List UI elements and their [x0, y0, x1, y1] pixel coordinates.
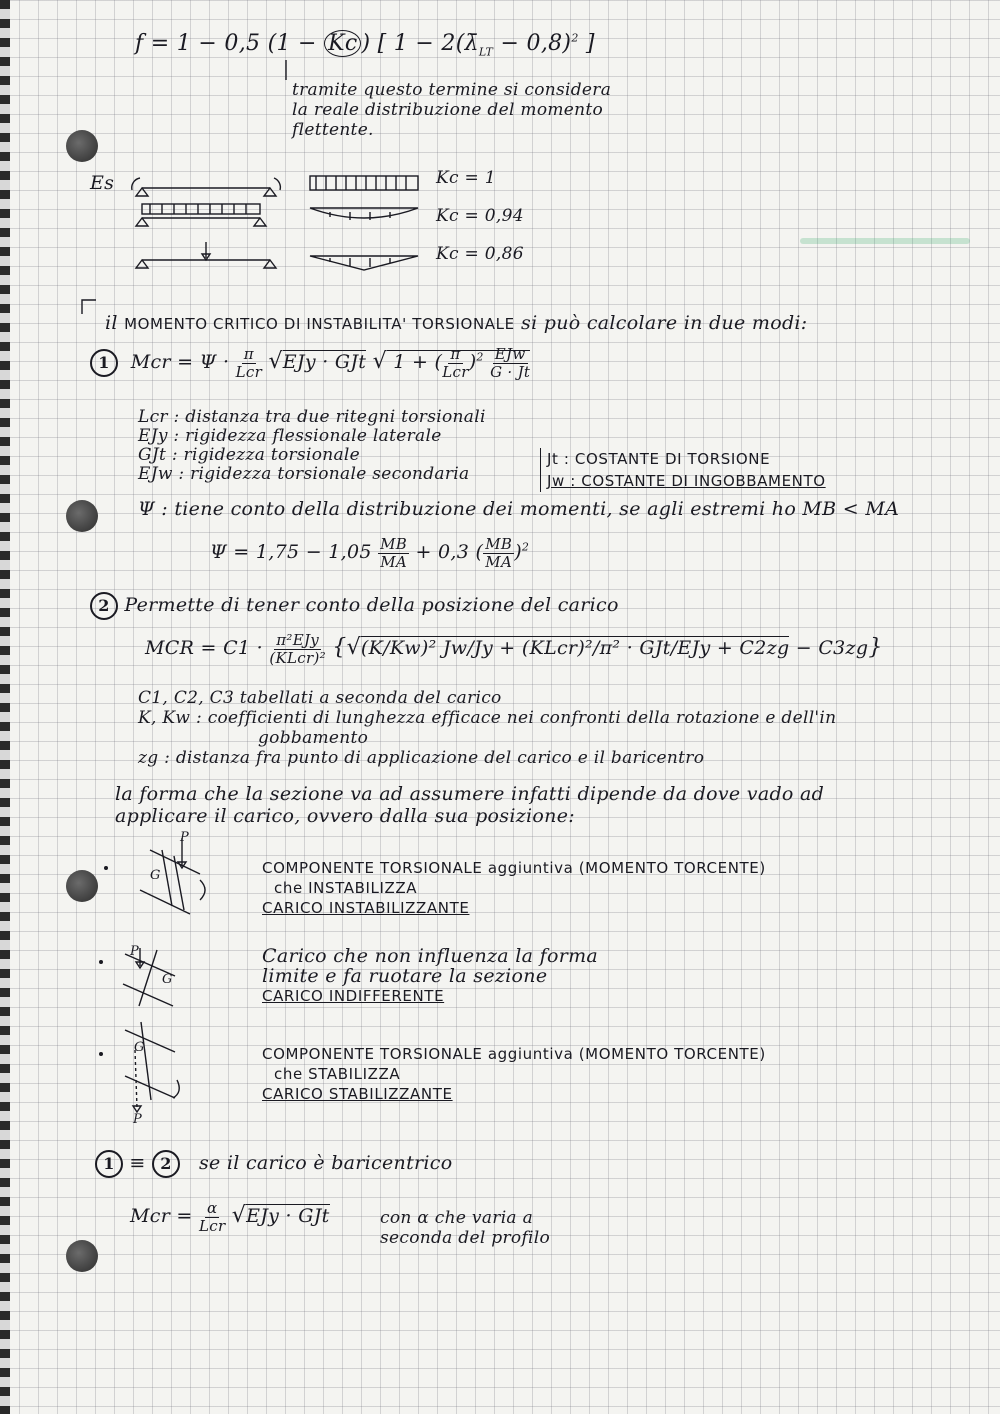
kc-value-2: Kc = 0,94: [436, 206, 524, 226]
case2-sketch: [95, 940, 215, 1010]
case3-text: COMPONENTE TORSIONALE aggiuntiva (MOMENTO TORCENTE) che STABILIZZA CARICO STABILIZZANTE: [262, 1045, 766, 1103]
case1-text: COMPONENTE TORSIONALE aggiuntiva (MOMENTO TORCENTE) che INSTABILIZZA CARICO INSTABILIZZANTE: [262, 859, 766, 917]
highlighter-mark: [800, 238, 970, 244]
case2-g: G: [162, 972, 173, 987]
psi-note: Ψ : tiene conto della distribuzione dei momenti, se agli estremi ho MB < MA: [138, 498, 900, 520]
punch-hole: [66, 500, 98, 532]
case2-text: Carico che non influenza la forma limite e fa ruotare la sezione CARICO INDIFFERENTE: [262, 945, 599, 1005]
method2-paragraph: la forma che la sezione va ad assumere infatti dipende da dove vado ad applicare il carico, ovvero dalla sua posizione:: [115, 783, 825, 827]
formula-f: f = 1 − 0,5 (1 − Kc ) [ $1 - 2(\lambdā_{LT} - 0,8)^2$ ]: [135, 31, 595, 59]
kc-value-3: Kc = 0,86: [436, 244, 524, 264]
case1-g: G: [150, 868, 161, 883]
method2-formula: MCR = C1 · $\frac{\text{π²EJy}}{\text{(KLcr)²}}$ {√(K/Kw)² Jw/Jy + (KLcr)²/π² · GJt/EJy + C2zg − C3zg}: [145, 631, 883, 667]
punch-hole: [66, 130, 98, 162]
section-title: il MOMENTO CRITICO DI INSTABILITA' TORSIONALE si può calcolare in due modi:: [105, 312, 808, 334]
example-label: Es: [90, 172, 115, 194]
method1-definitions: Lcr : distanza tra due ritegni torsionali EJy : rigidezza flessionale laterale GJt : rigidezza torsionale EJw : rigidezza torsionale secondaria: [138, 407, 486, 484]
equivalence-formula: Mcr = $\frac{\alpha}{\text{Lcr}}$ √EJy · GJt: [130, 1199, 330, 1235]
psi-formula: Ψ = 1,75 − 1,05 $\frac{MB}{MA}$ + 0,3 ( $\frac{MB}{MA}$ )$^2$: [210, 535, 530, 571]
kc-note: tramite questo termine si considera la reale distribuzione del momento flettente.: [292, 80, 612, 140]
punch-hole: [66, 1240, 98, 1272]
method1-constants: Jt : COSTANTE DI TORSIONE Jw : COSTANTE DI INGOBBAMENTO: [540, 448, 826, 492]
equivalence-note: con α che varia a seconda del profilo: [380, 1208, 551, 1248]
case3-sketch: [95, 1020, 215, 1130]
section-bracket: [80, 298, 100, 318]
method1-formula: 1 Mcr = Ψ · $\frac{\pi}{\text{Lcr}}$ √EJy · GJt √ 1 + ( $\frac{\pi}{\text{Lcr}}$ )$^2$ $\frac{\text{EJw}}{G \cdot Jt}$: [90, 346, 530, 380]
notebook-spiral: [0, 0, 10, 1414]
kc-value-1: Kc = 1: [436, 168, 496, 188]
method2-definitions: C1, C2, C3 tabellati a seconda del carico K, Kw : coefficienti di lunghezza efficace nei confronti della rotazione e dell'in gobbamento zg : distanza fra punto di applicazione del carico e il baricentro: [138, 688, 837, 768]
method2-title: 2 Permette di tener conto della posizione del carico: [90, 592, 619, 620]
case3-p: P: [133, 1112, 143, 1127]
beam-diagrams: [120, 170, 450, 280]
case3-g-label: G: [134, 1040, 145, 1055]
case1-p: P: [180, 830, 190, 845]
punch-hole: [66, 870, 98, 902]
equivalence-line: 1 ≡ 2 se il carico è baricentrico: [95, 1150, 452, 1178]
case2-p: P: [130, 944, 140, 959]
